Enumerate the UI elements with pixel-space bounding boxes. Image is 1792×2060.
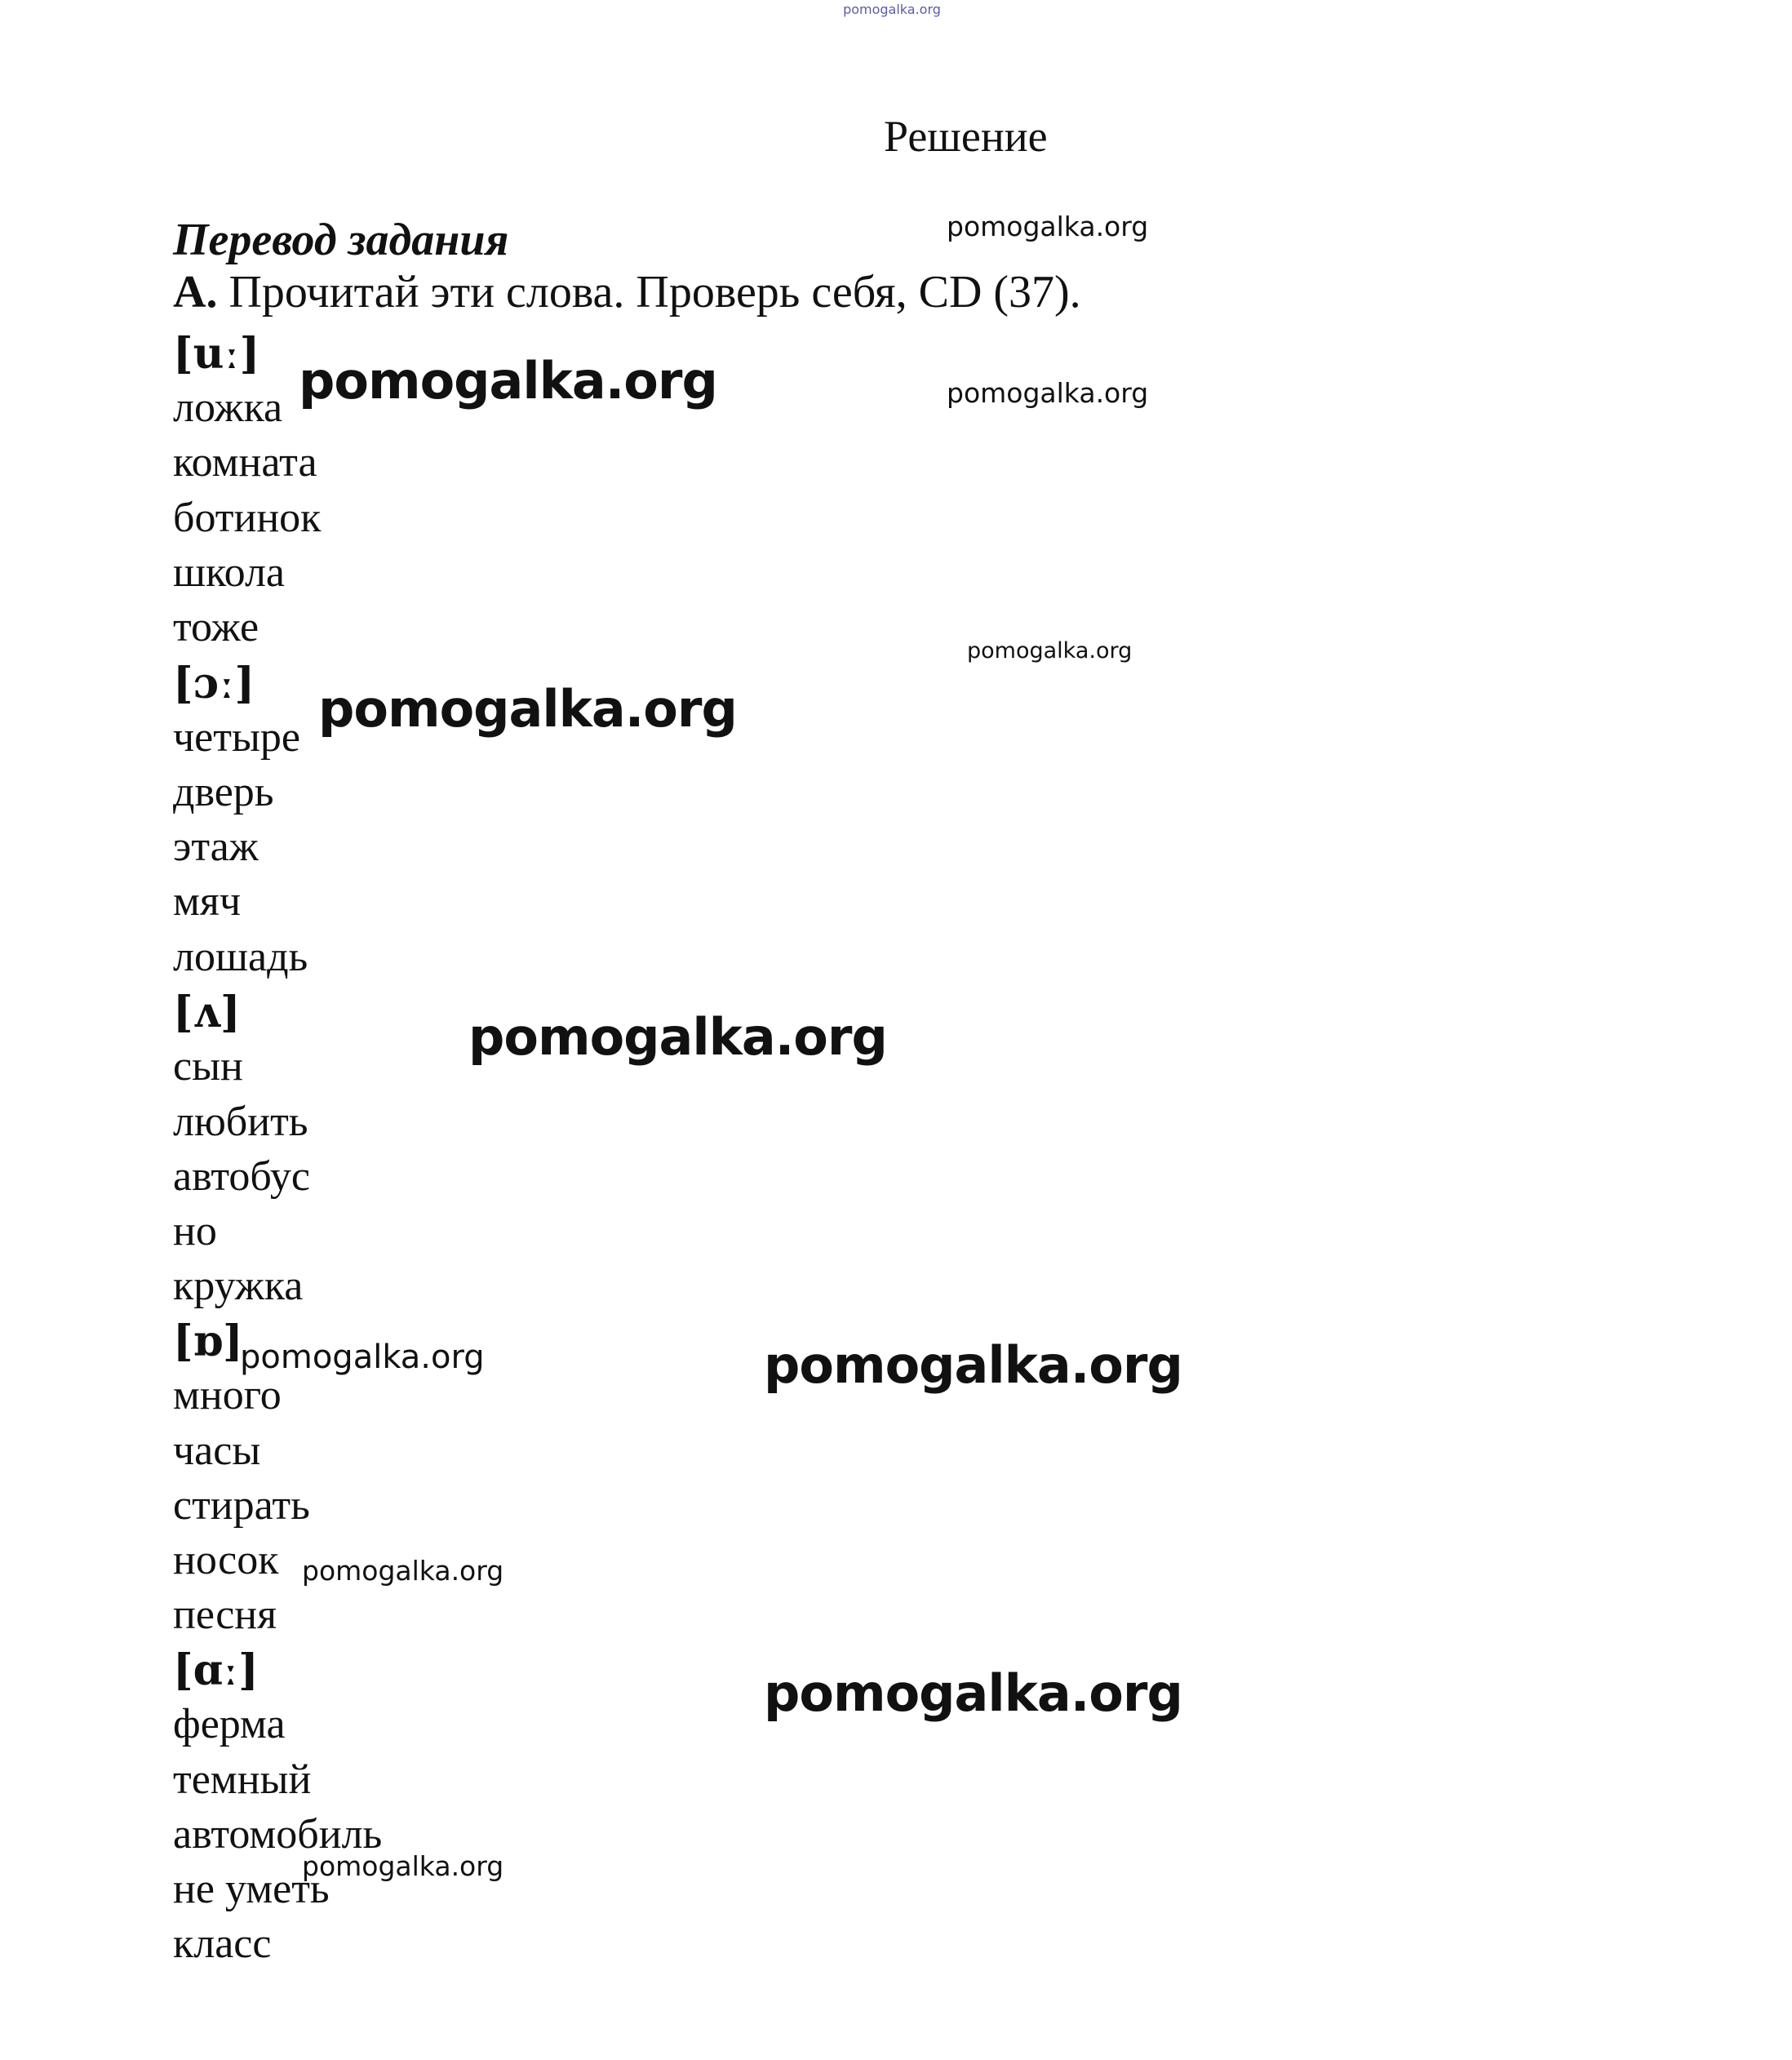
word-item: стирать [173, 1482, 310, 1529]
word-item: не уметь [173, 1866, 330, 1912]
word-item: любить [173, 1099, 308, 1145]
header-watermark: pomogalka.org [843, 2, 941, 17]
word-item: ферма [173, 1701, 286, 1747]
watermark-text: pomogalka.org [302, 1555, 504, 1587]
sound-heading: [ɑː] [173, 1645, 259, 1695]
word-item: кружка [173, 1263, 304, 1309]
word-item: дверь [173, 769, 274, 815]
word-item: сын [173, 1043, 243, 1090]
word-item: носок [173, 1537, 279, 1583]
word-item: этаж [173, 824, 259, 870]
word-item: комната [173, 439, 317, 486]
watermark-text: pomogalka.org [318, 679, 737, 739]
word-item: лошадь [173, 934, 308, 980]
watermark-text: pomogalka.org [764, 1663, 1182, 1723]
task-instruction [173, 266, 1081, 318]
watermark-text: pomogalka.org [468, 1007, 887, 1067]
word-item: много [173, 1372, 282, 1418]
word-item: ботинок [173, 495, 322, 541]
task-translation-heading: Перевод задания [173, 215, 509, 265]
watermark-text: pomogalka.org [299, 351, 717, 411]
word-item: часы [173, 1427, 261, 1474]
sound-heading: [uː] [173, 329, 260, 379]
word-item: автомобиль [173, 1811, 383, 1858]
word-item: ложка [173, 384, 283, 431]
word-item: темный [173, 1756, 312, 1803]
sound-heading: [ʌ] [173, 988, 241, 1037]
watermark-text: pomogalka.org [967, 638, 1133, 664]
word-item: но [173, 1208, 217, 1254]
watermark-text: pomogalka.org [302, 1850, 504, 1882]
watermark-text: pomogalka.org [764, 1335, 1182, 1395]
word-item: автобус [173, 1153, 310, 1200]
word-item: тоже [173, 604, 259, 650]
page-title: Решение [884, 112, 1048, 161]
task-letter: A. [173, 267, 218, 317]
sound-heading: [ɔː] [173, 659, 255, 708]
word-item: класс [173, 1920, 272, 1967]
watermark-text: pomogalka.org [240, 1339, 485, 1376]
word-item: четыре [173, 714, 300, 761]
task-instruction-text: Прочитай эти слова. Проверь себя, CD (37). [228, 267, 1081, 317]
word-item: школа [173, 549, 286, 596]
word-item: мяч [173, 878, 241, 925]
watermark-text: pomogalka.org [947, 211, 1149, 242]
word-item: песня [173, 1592, 277, 1638]
watermark-text: pomogalka.org [947, 377, 1149, 409]
sound-heading: [ɒ] [173, 1316, 243, 1366]
